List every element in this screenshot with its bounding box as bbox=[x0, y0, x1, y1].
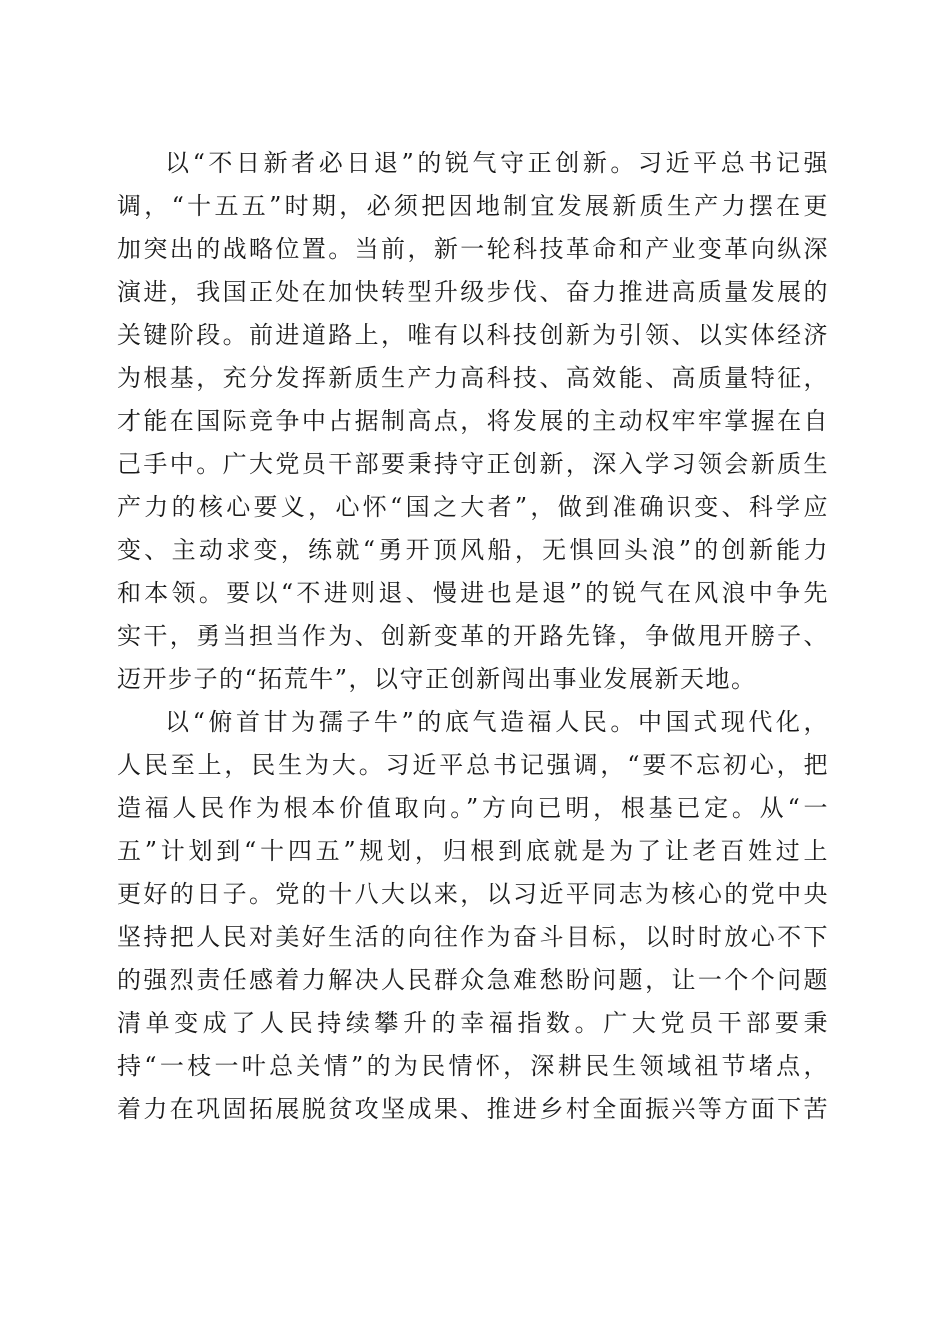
paragraph-line: 迈开步子的“拓荒牛”，以守正创新闯出事业发展新天地。 bbox=[117, 665, 757, 693]
paragraph-line: 清单变成了人民持续攀升的幸福指数。广大党员干部要秉 bbox=[117, 1009, 829, 1037]
paragraph-line: 产力的核心要义，心怀“国之大者”，做到准确识变、科学应 bbox=[117, 493, 829, 521]
paragraph-line: 和本领。要以“不进则退、慢进也是退”的锐气在风浪中争先 bbox=[117, 579, 829, 607]
paragraph-line: 己手中。广大党员干部要秉持守正创新，深入学习领会新质生 bbox=[117, 450, 829, 478]
paragraph-line: 变、主动求变，练就“勇开顶风船，无惧回头浪”的创新能力 bbox=[117, 536, 829, 564]
paragraph-line: 持“一枝一叶总关情”的为民情怀，深耕民生领域祖节堵点， bbox=[117, 1052, 829, 1080]
paragraph-people bbox=[117, 701, 829, 1131]
paragraph-line: 为根基，充分发挥新质生产力高科技、高效能、高质量特征， bbox=[117, 364, 829, 392]
paragraph-line: 五”计划到“十四五”规划，归根到底就是为了让老百姓过上 bbox=[117, 837, 829, 865]
paragraph-line: 造福人民作为根本价值取向。”方向已明，根基已定。从“一 bbox=[117, 794, 829, 822]
paragraph-line: 实干，勇当担当作为、创新变革的开路先锋，争做甩开膀子、 bbox=[117, 622, 829, 650]
paragraph-line: 更好的日子。党的十八大以来，以习近平同志为核心的党中央 bbox=[117, 880, 829, 908]
paragraph-line: 调，“十五五”时期，必须把因地制宜发展新质生产力摆在更 bbox=[117, 192, 829, 220]
paragraph-line: 以“俯首甘为孺子牛”的底气造福人民。中国式现代化， bbox=[165, 708, 829, 736]
paragraph-line: 着力在巩固拓展脱贫攻坚成果、推进乡村全面振兴等方面下苦 bbox=[117, 1095, 829, 1123]
paragraph-innovation bbox=[117, 142, 829, 701]
paragraph-line: 坚持把人民对美好生活的向往作为奋斗目标，以时时放心不下 bbox=[117, 923, 829, 951]
document-body bbox=[117, 142, 829, 1131]
paragraph-line: 加突出的战略位置。当前，新一轮科技革命和产业变革向纵深 bbox=[117, 235, 829, 263]
paragraph-line: 人民至上，民生为大。习近平总书记强调，“要不忘初心，把 bbox=[117, 751, 829, 779]
paragraph-line: 才能在国际竞争中占据制高点，将发展的主动权牢牢掌握在自 bbox=[117, 407, 829, 435]
paragraph-line: 关键阶段。前进道路上，唯有以科技创新为引领、以实体经济 bbox=[117, 321, 829, 349]
paragraph-line: 演进，我国正处在加快转型升级步伐、奋力推进高质量发展的 bbox=[117, 278, 829, 306]
paragraph-line: 以“不日新者必日退”的锐气守正创新。习近平总书记强 bbox=[165, 149, 829, 177]
paragraph-line: 的强烈责任感着力解决人民群众急难愁盼问题，让一个个问题 bbox=[117, 966, 829, 994]
